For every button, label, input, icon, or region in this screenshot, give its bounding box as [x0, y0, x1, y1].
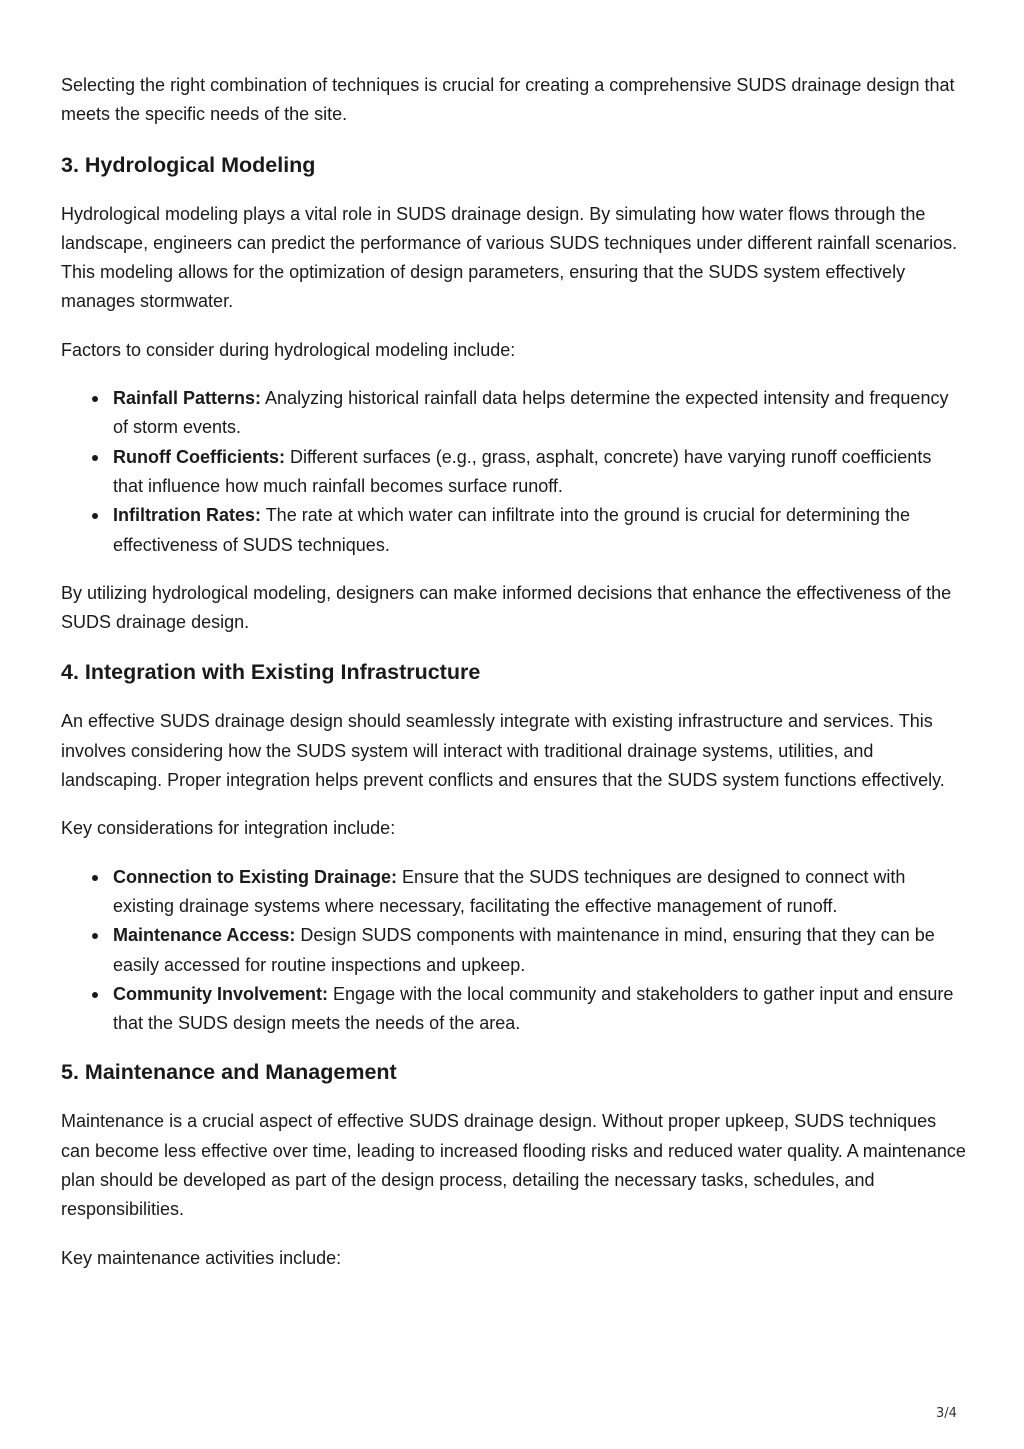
list-item-text: The rate at which water can infiltrate into the ground is crucial for determining the effectiveness of SUDS techniques. [113, 505, 911, 555]
list-item [113, 443, 966, 502]
list-item [113, 384, 966, 443]
list-item [113, 980, 966, 1039]
bullet-list [61, 384, 966, 560]
section-heading-integration: 4. Integration with Existing Infrastructure [61, 660, 481, 685]
list-item-term: Maintenance Access: [113, 925, 296, 946]
intro-paragraph: Selecting the right combination of techniques is crucial for creating a comprehensive SUDS drainage design that meets the specific needs of the site. [61, 75, 955, 125]
document-page [61, 71, 966, 1273]
section-closing-paragraph: By utilizing hydrological modeling, designers can make informed decisions that enhance the effectiveness of the SUDS drainage design. [61, 582, 952, 633]
list-item-text: Analyzing historical rainfall data helps determine the expected intensity and frequency of storm events. [113, 388, 949, 438]
list-item-term: Connection to Existing Drainage: [113, 866, 398, 887]
list-item-term: Infiltration Rates: [113, 505, 262, 526]
list-item-term: Runoff Coefficients: [113, 446, 285, 467]
bullet-list [61, 863, 966, 1039]
section-heading-maintenance: 5. Maintenance and Management [61, 1060, 397, 1085]
list-item-text: Different surfaces (e.g., grass, asphalt, concrete) have varying runoff coefficients that influence how much rainfall becomes surface runoff. [113, 446, 932, 496]
list-intro: Factors to consider during hydrological modeling include: [61, 339, 516, 360]
list-item-term: Community Involvement: [113, 983, 329, 1004]
page-number: 3/4 [936, 1406, 957, 1421]
section-paragraph: Hydrological modeling plays a vital role in SUDS drainage design. By simulating how water flows through the landscape, engineers can predict the performance of various SUDS techniques under different rainfall scenarios. This modeling allows for the optimization of design parameters, ensuring that the SUDS system effectively manages stormwater. [61, 203, 958, 312]
section-paragraph: An effective SUDS drainage design should seamlessly integrate with existing infrastructure and services. This involves considering how the SUDS system will interact with traditional drainage systems, utilities, and landscaping. Proper integration helps prevent conflicts and ensures that the SUDS system functions effectively. [61, 711, 945, 791]
list-item-term: Rainfall Patterns: [113, 388, 262, 409]
section-heading-hydrological-modeling: 3. Hydrological Modeling [61, 152, 316, 177]
list-item [113, 501, 966, 560]
list-item [113, 863, 966, 922]
list-intro: Key considerations for integration include: [61, 818, 396, 839]
list-item-text: Engage with the local community and stakeholders to gather input and ensure that the SUDS design meets the needs of the area. [113, 983, 954, 1034]
section-paragraph: Maintenance is a crucial aspect of effective SUDS drainage design. Without proper upkeep, SUDS techniques can become less effective over time, leading to increased flooding risks and reduced water quality. A maintenance plan should be developed as part of the design process, detailing the necessary tasks, schedules, and responsibilities. [61, 1111, 966, 1220]
list-item-text: Design SUDS components with maintenance in mind, ensuring that they can be easily accessed for routine inspections and upkeep. [113, 925, 935, 975]
list-item-text: Ensure that the SUDS techniques are designed to connect with existing drainage systems where necessary, facilitating the effective management of runoff. [113, 866, 906, 916]
list-intro: Key maintenance activities include: [61, 1247, 342, 1268]
list-item [113, 921, 966, 980]
